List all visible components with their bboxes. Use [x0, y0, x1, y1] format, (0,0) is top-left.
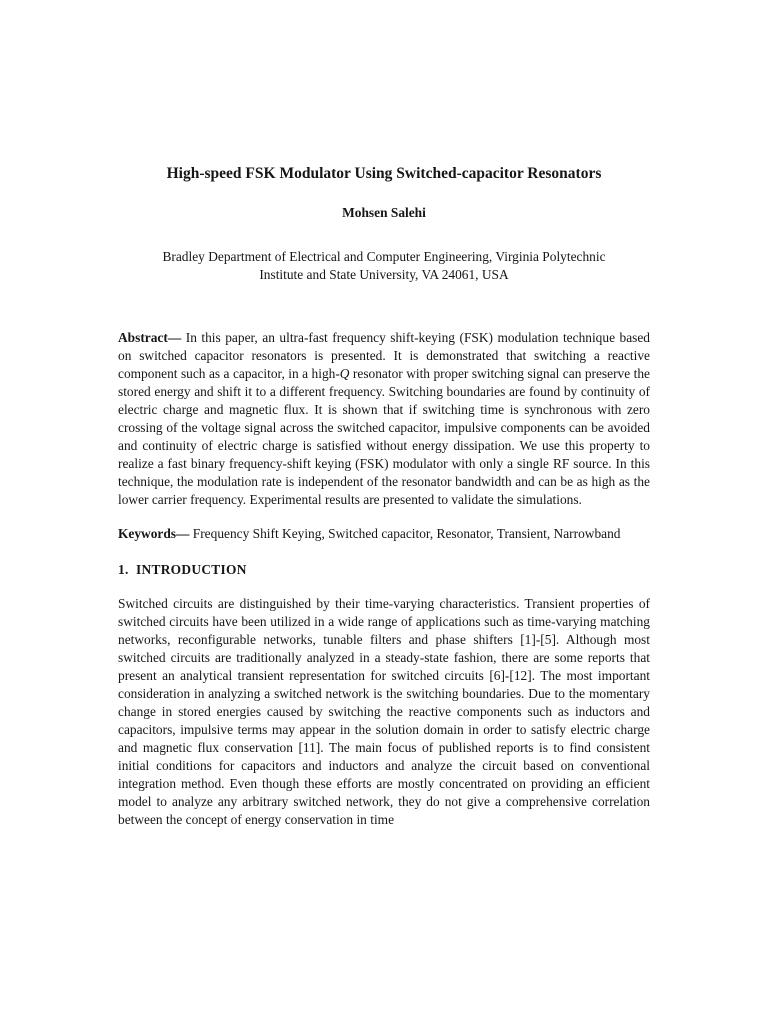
- page-content: [118, 164, 650, 829]
- abstract-label: Abstract—: [118, 330, 182, 345]
- author-affiliation: [118, 248, 650, 284]
- affiliation-line-1: Bradley Department of Electrical and Computer Engineering, Virginia Polytechnic: [162, 249, 606, 264]
- section-title: INTRODUCTION: [136, 562, 247, 577]
- keywords-paragraph: [118, 525, 650, 543]
- affiliation-line-2: Institute and State University, VA 24061, USA: [259, 267, 509, 282]
- keywords-label: Keywords—: [118, 526, 190, 541]
- author-name: Mohsen Salehi: [342, 205, 426, 220]
- abstract-text-part-1: In this paper, an ultra-fast frequency shift-keying (FSK) modulation technique based on switched capacitor resonators is presented. It is demonstrated that switching a reactive component such as a capacitor, in a high-: [118, 330, 650, 381]
- section-heading-introduction: [118, 561, 650, 579]
- section-number: 1.: [118, 562, 129, 577]
- paper-title: High-speed FSK Modulator Using Switched-capacitor Resonators: [166, 165, 602, 182]
- abstract-text-part-2: resonator with proper switching signal can preserve the stored energy and shift it to a different frequency. Switching boundaries are found by continuity of electric charge and magnetic flux. It is shown that if switching time is synchronous with zero crossing of the voltage signal across the switched capacitor, impulsive components can be avoided and continuity of electric charge is satisfied without energy dissipation. We use this property to realize a fast binary frequency-shift keying (FSK) modulator with only a single RF source. In this technique, the modulation rate is independent of the resonator bandwidth and can be as high as the lower carrier frequency. Experimental results are presented to validate the simulations.: [118, 366, 650, 507]
- quality-factor-symbol: Q: [339, 366, 350, 381]
- introduction-paragraph: Switched circuits are distinguished by their time-varying characteristics. Transient properties of switched circuits have been utilized in a wide range of applications such as time-varying matching networks, reconfigurable networks, tunable filters and phase shifters [1]-[5]. Although most switched circuits are traditionally analyzed in a steady-state fashion, there are some reports that present an analytical transient representation for switched circuits [6]-[12]. The most important consideration in analyzing a switched network is the switching boundaries. Due to the momentary change in stored energies caused by switching the reactive components such as inductors and capacitors, impulsive terms may appear in the solution domain in order to satisfy electric charge and magnetic flux conservation [11]. The main focus of published reports is to find consistent initial conditions for capacitors and inductors and analyze the circuit based on conventional integration method. Even though these efforts are mostly concentrated on providing an efficient model to analyze any arbitrary switched network, they do not give a comprehensive correlation between the concept of energy conservation in time: [118, 596, 650, 827]
- keywords-text: Frequency Shift Keying, Switched capacitor, Resonator, Transient, Narrowband: [189, 526, 621, 541]
- abstract-paragraph: [118, 329, 650, 509]
